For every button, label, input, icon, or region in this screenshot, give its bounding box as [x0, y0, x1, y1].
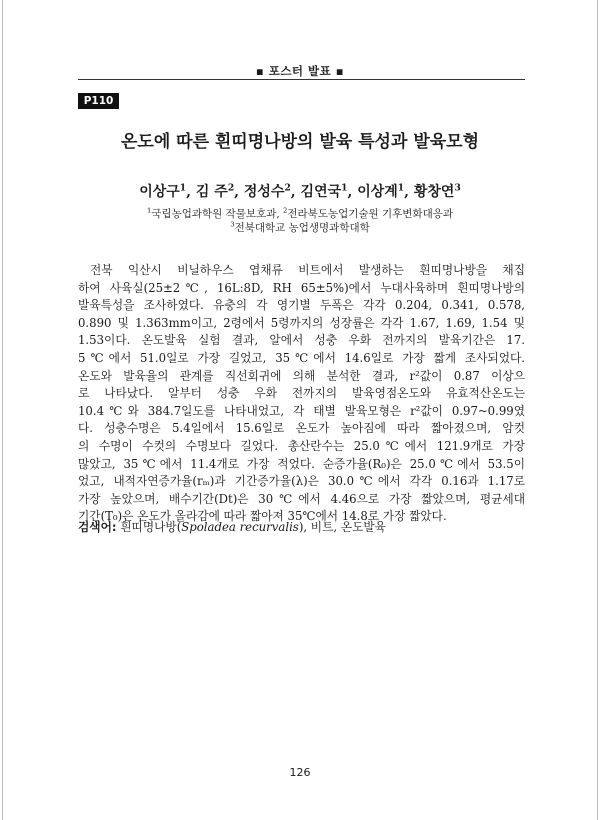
- right-crop-line: [597, 0, 598, 820]
- left-crop-line: [2, 0, 3, 820]
- author-name: 이상구: [139, 184, 180, 200]
- author-name: 김 주: [195, 184, 228, 200]
- abstract-line: 5℃에서 51.0일로 가장 길었고, 35℃에서 14.6일로 가장 짧게 조사되었다.: [78, 350, 525, 365]
- affiliation-number: 1: [146, 206, 152, 215]
- abstract-line: 하여 사육실(25±2℃, 16L:8D, RH 65±5%)에서 누대사육하며 흰띠명나방의: [78, 280, 525, 295]
- paper-title: 온도에 따른 흰띠명나방의 발육 특성과 발육모형: [120, 132, 480, 152]
- affiliation-number: 3: [230, 220, 235, 229]
- paper-code-badge: P110: [78, 93, 119, 109]
- abstract-line: 로 나타났다. 알부터 성충 우화 전까지의 발육영점온도와 유효적산온도는: [78, 386, 525, 401]
- section-header: ▪ 포스터 발표 ▪: [255, 64, 345, 78]
- author-name: 황창연: [413, 184, 455, 200]
- author-affiliation-mark: 2: [227, 182, 235, 194]
- abstract-line: 많았고, 35℃에서 11.4개로 가장 적었다. 순증가율(R₀)은 25.0℃에서 53.5이: [78, 456, 525, 471]
- keywords-species: Spoladea recurvalis: [181, 520, 299, 534]
- header-rule: [78, 79, 525, 80]
- author-list: 이상구$^1$, 김 주$^2$, 정성수$^2$, 김연국$^1$, 이상계$^1$, 황창연$^3$: [139, 182, 461, 200]
- abstract-line: 0.890 및 1.363mm이고, 2령에서 5령까지의 성장률은 각각 1.67, 1.69, 1.54 및: [78, 315, 525, 330]
- author-name: 이상계: [357, 184, 398, 200]
- abstract-line: 었고, 내적자연증가율(rₘ)과 기간증가율(λ)은 30.0℃에서 각각 0.16과 1.17로: [78, 474, 525, 489]
- affiliation-text: 전북대학교 농업생명과학대학: [234, 222, 370, 234]
- author-affiliation-mark: 1: [341, 182, 348, 194]
- author-affiliation-mark: 1: [179, 182, 187, 194]
- keywords-label: 검색어:: [78, 520, 117, 534]
- abstract-line: 가장 높았으며, 배수기간(Dt)은 30℃에서 4.46으로 가장 짧았으며, 평균세대: [78, 491, 525, 506]
- author-affiliation-mark: 1: [397, 182, 405, 194]
- abstract-line: 10.4℃와 384.7일도를 나타내었고, 각 태별 발육모형은 r²값이 0.97~0.99였: [78, 403, 525, 418]
- abstract: [78, 262, 525, 526]
- affiliation-text: 전라북도농업기술원 기후변화대응과: [287, 208, 454, 220]
- abstract-line: 다. 성충수명은 5.4일에서 15.6일로 온도가 높아짐에 따라 짧아졌으며, 암컷: [78, 421, 525, 436]
- author-affiliation-mark: 2: [284, 182, 291, 194]
- abstract-line: 의 수명이 수컷의 수명보다 길었다. 총산란수는 25.0℃에서 121.9개로 가장: [78, 438, 525, 453]
- abstract-line: 온도와 발육율의 관계를 직선회귀에 의해 분석한 결과, r²값이 0.87 이상으: [78, 368, 525, 383]
- abstract-line: 기간(T₀)은 온도가 올라감에 따라 짧아져 35℃에서 14.8로 가장 짧았다.: [78, 509, 447, 524]
- affiliation-line: [0, 206, 600, 221]
- page-number: 126: [289, 766, 311, 779]
- author-name: 정성수: [243, 184, 285, 200]
- keywords-pre: 흰띠명나방(: [116, 520, 182, 534]
- affiliation-number: 2: [283, 206, 288, 215]
- keywords-post: ), 비트, 온도발육: [298, 520, 386, 534]
- affiliation-text: 국립농업과학원 작물보호과,: [151, 208, 284, 220]
- keywords: [78, 519, 525, 535]
- abstract-line: 전북 익산시 비닐하우스 엽채류 비트에서 발생하는 흰띠명나방을 채집: [90, 263, 525, 277]
- affiliation-line: [0, 220, 600, 235]
- abstract-line: 1.53이다. 온도발육 실험 결과, 알에서 성충 우화 전까지의 발육기간은 17.: [78, 333, 525, 348]
- author-affiliation-mark: 3: [454, 182, 461, 194]
- keywords-text: [117, 520, 386, 534]
- author-name: 김연국: [300, 184, 342, 200]
- abstract-line: 발육특성을 조사하였다. 유충의 각 영기별 두폭은 각각 0.204, 0.341, 0.578,: [78, 298, 525, 313]
